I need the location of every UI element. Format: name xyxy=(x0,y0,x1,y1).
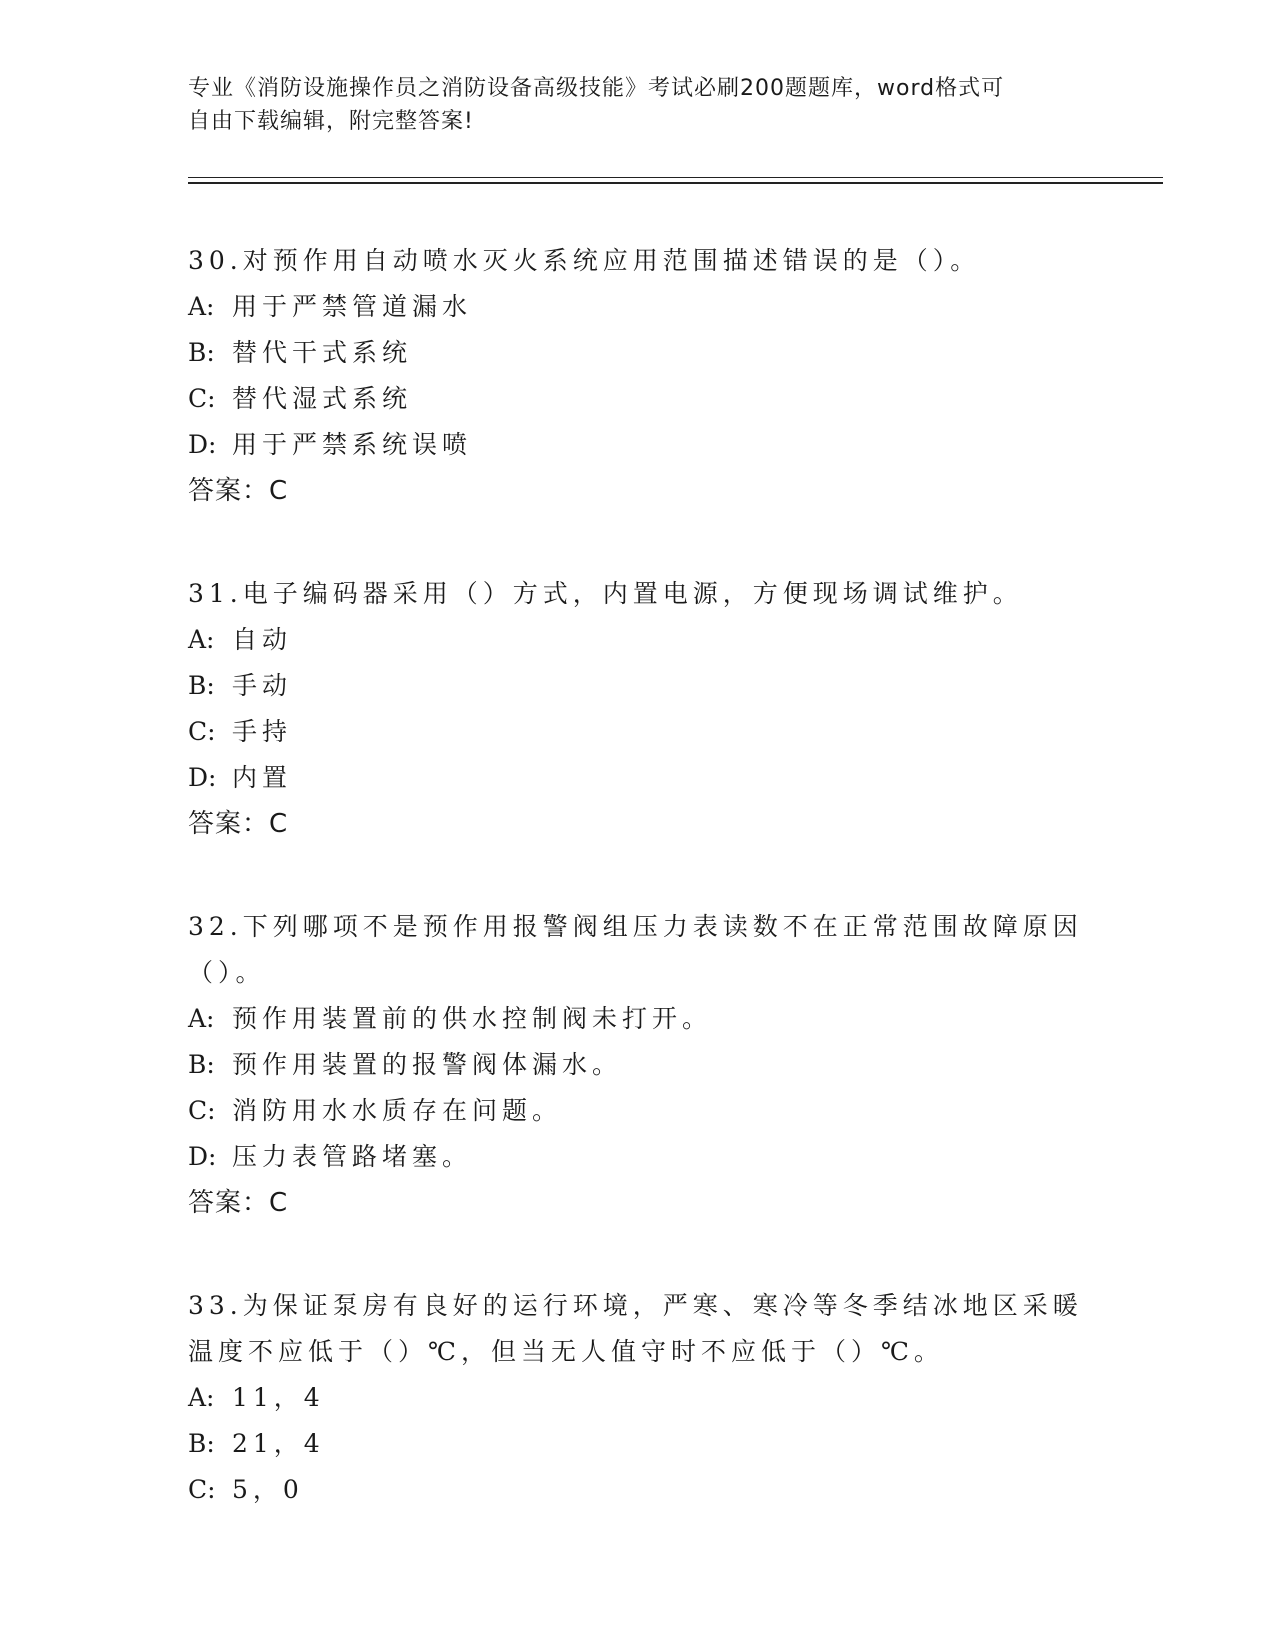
option-letter: C: xyxy=(188,717,216,746)
option-letter: C: xyxy=(188,1096,216,1125)
option-b xyxy=(188,1042,1088,1088)
option-letter: C: xyxy=(188,384,216,413)
option-letter: A: xyxy=(188,292,215,321)
option-text: 21，4 xyxy=(232,1429,325,1458)
option-d xyxy=(188,755,1088,801)
option-d xyxy=(188,422,1088,468)
document-header xyxy=(188,72,1088,138)
option-text: 手持 xyxy=(232,717,293,746)
option-letter: D: xyxy=(188,1142,217,1171)
answer-value: C xyxy=(269,809,288,839)
option-c xyxy=(188,1467,1088,1513)
option-letter: B: xyxy=(188,1050,215,1079)
option-text: 预作用装置前的供水控制阀未打开。 xyxy=(232,1004,713,1033)
option-text: 用于严禁管道漏水 xyxy=(232,292,473,321)
option-d xyxy=(188,1134,1088,1180)
option-text: 替代干式系统 xyxy=(232,338,413,367)
answer-line xyxy=(188,801,1088,847)
option-text: 替代湿式系统 xyxy=(232,384,413,413)
option-letter: C: xyxy=(188,1475,216,1504)
option-b xyxy=(188,663,1088,709)
option-text: 内置 xyxy=(232,763,293,792)
option-letter: D: xyxy=(188,763,217,792)
question-stem: 32.下列哪项不是预作用报警阀组压力表读数不在正常范围故障原因（）。 xyxy=(188,912,1083,987)
option-letter: B: xyxy=(188,671,215,700)
option-text: 压力表管路堵塞。 xyxy=(232,1142,473,1171)
answer-line xyxy=(188,1180,1088,1226)
option-text: 手动 xyxy=(232,671,293,700)
option-a xyxy=(188,284,1088,330)
option-a xyxy=(188,996,1088,1042)
option-c xyxy=(188,709,1088,755)
option-text: 11，4 xyxy=(232,1383,325,1412)
answer-value: C xyxy=(269,476,288,506)
option-letter: A: xyxy=(188,625,215,654)
question-stem: 33.为保证泵房有良好的运行环境，严寒、寒冷等冬季结冰地区采暖温度不应低于（）℃，但当无人值守时不应低于（）℃。 xyxy=(188,1291,1083,1366)
question-32 xyxy=(188,904,1088,1226)
header-divider-top xyxy=(188,177,1163,178)
option-text: 预作用装置的报警阀体漏水。 xyxy=(232,1050,623,1079)
option-b xyxy=(188,330,1088,376)
option-letter: B: xyxy=(188,338,215,367)
header-line-1: 专业《消防设施操作员之消防设备高级技能》考试必刷200题题库，word格式可 xyxy=(188,76,1005,101)
answer-label: 答案： xyxy=(188,1188,270,1218)
option-a xyxy=(188,617,1088,663)
header-line-2: 自由下载编辑，附完整答案! xyxy=(188,109,474,134)
option-text: 消防用水水质存在问题。 xyxy=(232,1096,563,1125)
question-30 xyxy=(188,238,1088,514)
answer-value: C xyxy=(269,1188,288,1218)
option-c xyxy=(188,376,1088,422)
option-text: 用于严禁系统误喷 xyxy=(232,430,473,459)
header-divider-bottom xyxy=(188,182,1163,184)
question-list xyxy=(188,238,1088,1570)
answer-label: 答案： xyxy=(188,809,270,839)
question-33 xyxy=(188,1283,1088,1513)
option-letter: D: xyxy=(188,430,217,459)
option-c xyxy=(188,1088,1088,1134)
question-stem: 30.对预作用自动喷水灭火系统应用范围描述错误的是（）。 xyxy=(188,246,981,275)
question-31 xyxy=(188,571,1088,847)
option-a xyxy=(188,1375,1088,1421)
option-b xyxy=(188,1421,1088,1467)
option-text: 自动 xyxy=(232,625,293,654)
option-letter: B: xyxy=(188,1429,215,1458)
option-text: 5，0 xyxy=(232,1475,304,1504)
question-stem: 31.电子编码器采用（）方式，内置电源，方便现场调试维护。 xyxy=(188,579,1023,608)
option-letter: A: xyxy=(188,1004,215,1033)
answer-label: 答案： xyxy=(188,476,270,506)
option-letter: A: xyxy=(188,1383,215,1412)
answer-line xyxy=(188,468,1088,514)
